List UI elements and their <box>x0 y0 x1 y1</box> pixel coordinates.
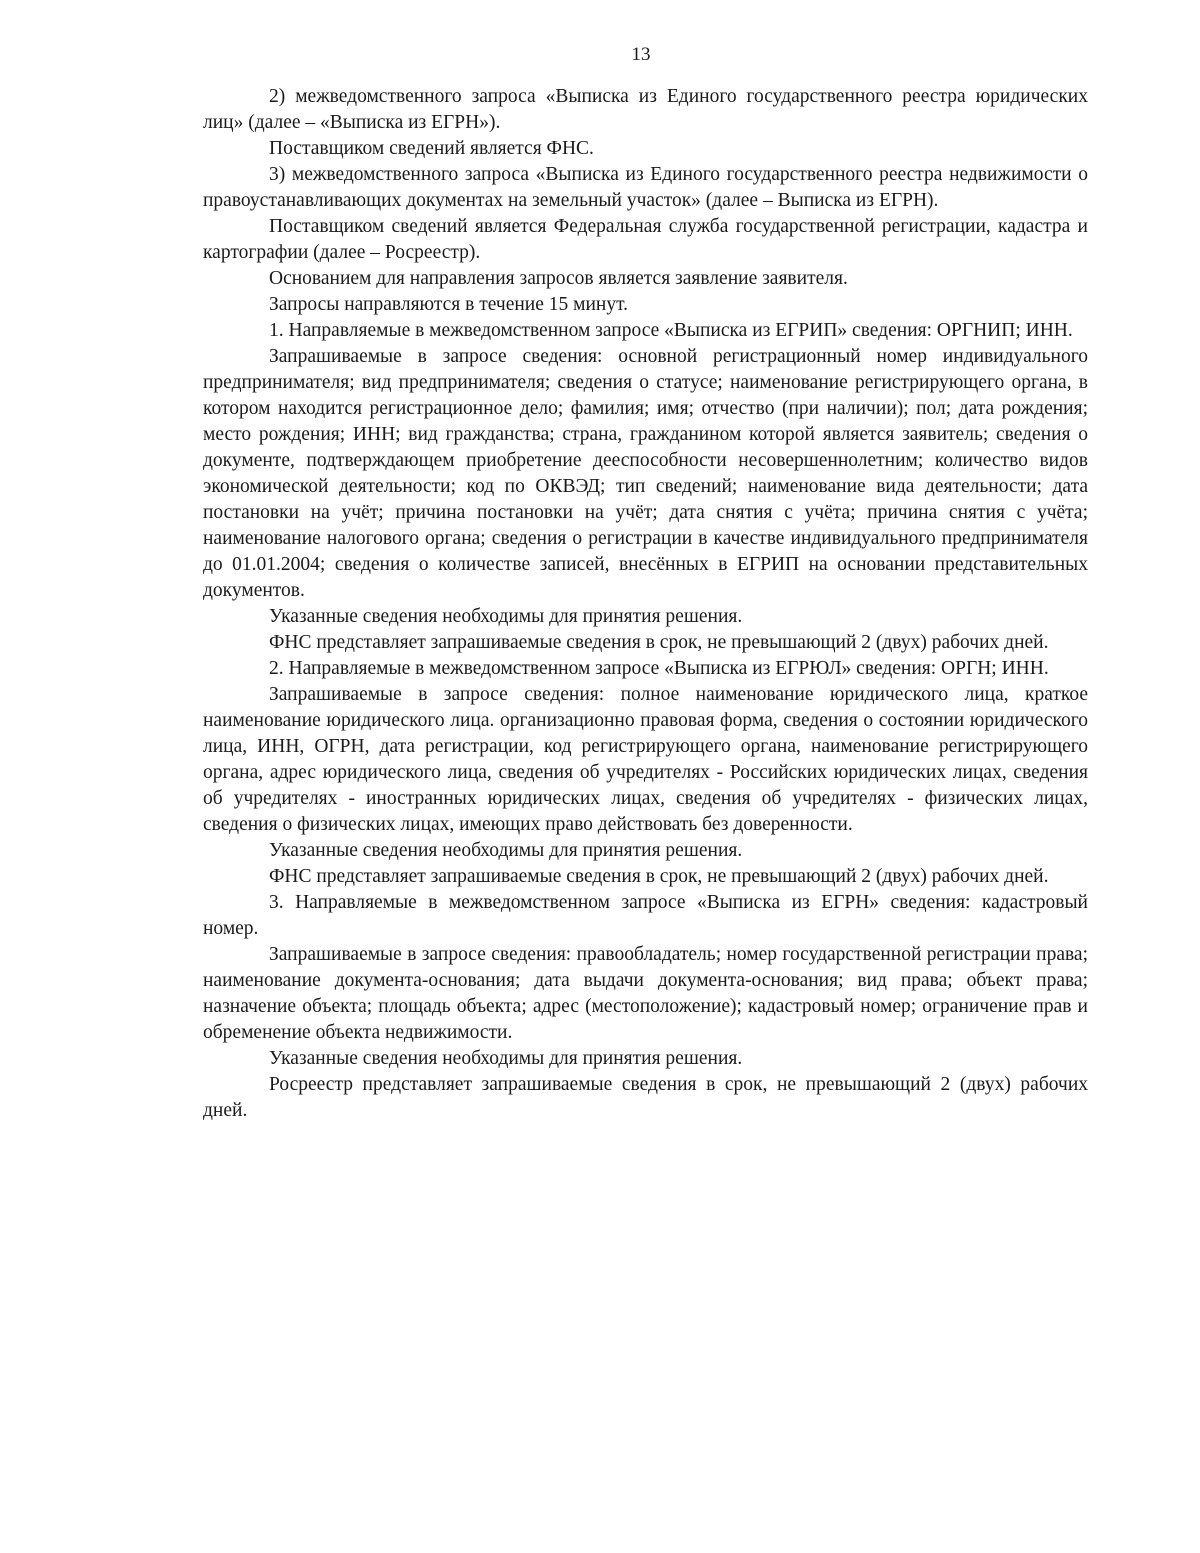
paragraph: Поставщиком сведений является Федеральная служба государственной регистрации, кадастра и картографии (далее – Росреестр). <box>203 216 1088 263</box>
paragraph: 3. Направляемые в межведомственном запросе «Выписка из ЕГРН» сведения: кадастровый номер. <box>203 892 1088 939</box>
paragraph: 2) межведомственного запроса «Выписка из Единого государственного реестра юридических лиц» (далее – «Выписка из ЕГРН»). <box>203 86 1088 133</box>
paragraph: Указанные сведения необходимы для принятия решения. <box>269 840 743 861</box>
paragraph: Запросы направляются в течение 15 минут. <box>269 294 629 315</box>
paragraph: 1. Направляемые в межведомственном запросе «Выписка из ЕГРИП» сведения: ОРГНИП; ИНН. <box>269 320 1073 341</box>
document-body <box>203 84 1088 1124</box>
paragraph: 2. Направляемые в межведомственном запросе «Выписка из ЕГРЮЛ» сведения: ОРГН; ИНН. <box>269 658 1049 679</box>
paragraph: Указанные сведения необходимы для принятия решения. <box>269 1048 743 1069</box>
paragraph: Поставщиком сведений является ФНС. <box>269 138 594 159</box>
page-number: 13 <box>631 44 651 65</box>
paragraph: Запрашиваемые в запросе сведения: основной регистрационный номер индивидуального предпринимателя; вид предпринимателя; сведения о статусе; наименование регистрирующего органа, в котором находится регистрационное дело; фамилия; имя; отчество (при наличии); пол; дата рождения; место рождения; ИНН; вид гражданства; страна, гражданином которой является заявитель; сведения о документе, подтверждающем приобретение дееспособности несовершеннолетним; количество видов экономической деятельности; код по ОКВЭД; тип сведений; наименование вида деятельности; дата постановки на учёт; причина постановки на учёт; дата снятия с учёта; причина снятия с учёта; наименование налогового органа; сведения о регистрации в качестве индивидуального предпринимателя до 01.01.2004; сведения о количестве записей, внесённых в ЕГРИП на основании представительных документов. <box>203 346 1088 601</box>
paragraph: Указанные сведения необходимы для принятия решения. <box>269 606 743 627</box>
paragraph: Запрашиваемые в запросе сведения: полное наименование юридического лица, краткое наименование юридического лица. организационно правовая форма, сведения о состоянии юридического лица, ИНН, ОГРН, дата регистрации, код регистрирующего органа, наименование регистрирующего органа, адрес юридического лица, сведения об учредителях - Российских юридических лицах, сведения об учредителях - иностранных юридических лицах, сведения об учредителях - физических лицах, сведения о физических лицах, имеющих право действовать без доверенности. <box>203 684 1088 835</box>
paragraph: 3) межведомственного запроса «Выписка из Единого государственного реестра недвижимости о правоустанавливающих документах на земельный участок» (далее – Выписка из ЕГРН). <box>203 164 1088 211</box>
paragraph: ФНС представляет запрашиваемые сведения в срок, не превышающий 2 (двух) рабочих дней. <box>269 632 1049 653</box>
paragraph: Запрашиваемые в запросе сведения: правообладатель; номер государственной регистрации права; наименование документа-основания; дата выдачи документа-основания; вид права; объект права; назначение объекта; площадь объекта; адрес (местоположение); кадастровый номер; ограничение прав и обременение объекта недвижимости. <box>203 944 1088 1043</box>
paragraph: Основанием для направления запросов является заявление заявителя. <box>269 268 848 289</box>
paragraph: ФНС представляет запрашиваемые сведения в срок, не превышающий 2 (двух) рабочих дней. <box>269 866 1049 887</box>
paragraph: Росреестр представляет запрашиваемые сведения в срок, не превышающий 2 (двух) рабочих дней. <box>203 1074 1088 1121</box>
